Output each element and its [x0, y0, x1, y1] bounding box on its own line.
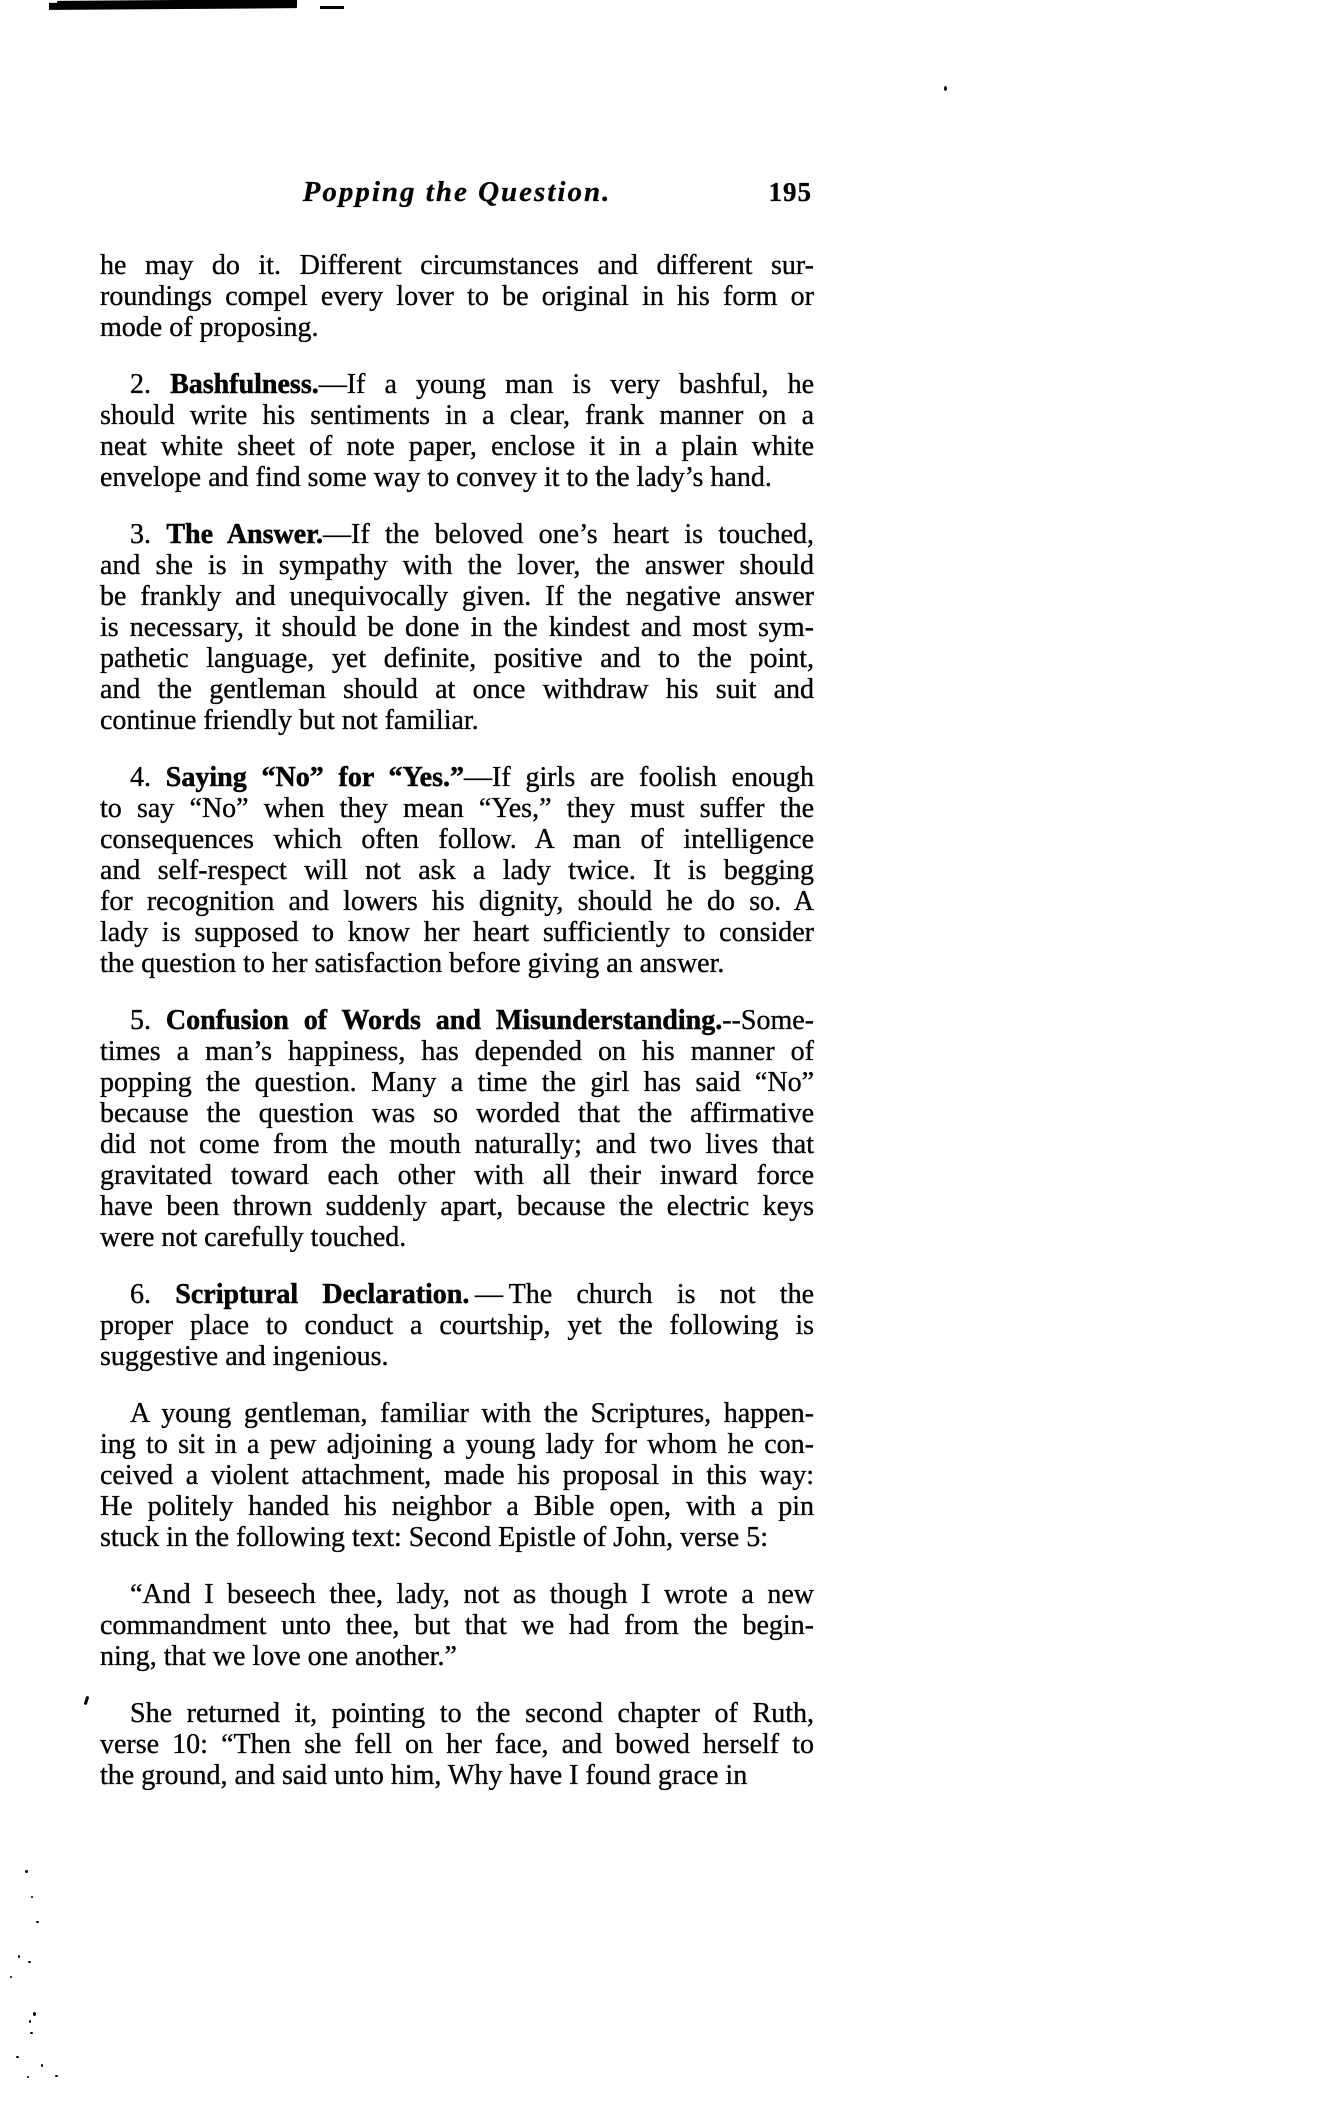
text-line: is necessary, it should be done in the kindest and most sym-: [100, 612, 814, 643]
scan-speck: [33, 2012, 36, 2016]
text-line: and self-respect will not ask a lady twice. It is begging: [100, 855, 814, 886]
text-line: proper place to conduct a courtship, yet the following is: [100, 1310, 814, 1341]
paragraph: [100, 519, 814, 736]
paragraph: [100, 1005, 814, 1253]
text-line: roundings compel every lover to be original in his form or: [100, 281, 814, 312]
text-line: should write his sentiments in a clear, frank manner on a: [100, 400, 814, 431]
scan-speck: [36, 1921, 39, 1923]
text-line: verse 10: “Then she fell on her face, and bowed herself to: [100, 1729, 814, 1760]
text-line: pathetic language, yet definite, positive and to the point,: [100, 643, 814, 674]
text-line: the ground, and said unto him, Why have I found grace in: [100, 1760, 748, 1791]
text-line: A young gentleman, familiar with the Scriptures, happen-: [130, 1398, 814, 1429]
paragraph: [100, 1698, 814, 1791]
text-line: have been thrown suddenly apart, because the electric keys: [100, 1191, 814, 1222]
scan-artifact-bar: [57, 0, 297, 10]
text-line: and she is in sympathy with the lover, the answer should: [100, 550, 814, 581]
text-line: lady is supposed to know her heart sufficiently to consider: [100, 917, 814, 948]
text-line: stuck in the following text: Second Epistle of John, verse 5:: [100, 1522, 769, 1553]
page-number: 195: [768, 177, 812, 207]
paragraph: [100, 369, 814, 493]
scan-speck: [31, 1896, 33, 1898]
running-title: Popping the Question.: [302, 176, 612, 208]
text-line: continue friendly but not familiar.: [100, 705, 479, 736]
text-line: ceived a violent attachment, made his proposal in this way:: [100, 1460, 814, 1491]
text-line: gravitated toward each other with all their inward force: [100, 1160, 814, 1191]
text-line: 3. The Answer.—If the beloved one’s heart is touched,: [130, 519, 815, 550]
scan-speck: [28, 1961, 31, 1963]
text-line: suggestive and ingenious.: [100, 1341, 389, 1372]
scan-speck: [27, 2076, 29, 2078]
scan-speck: [16, 2056, 19, 2058]
page-body: [100, 250, 814, 1791]
text-line: 2. Bashfulness.—If a young man is very bashful, he: [130, 369, 814, 400]
scan-speck: [41, 2064, 43, 2067]
page-header: [100, 176, 814, 212]
text-line: were not carefully touched.: [100, 1222, 407, 1253]
text-line: neat white sheet of note paper, enclose it in a plain white: [100, 431, 814, 462]
text-line: commandment unto thee, but that we had from the begin-: [100, 1610, 814, 1641]
text-line: envelope and find some way to convey it to the lady’s hand.: [100, 462, 772, 493]
text-line: mode of proposing.: [100, 312, 319, 343]
text-line: for recognition and lowers his dignity, should he do so. A: [100, 886, 814, 917]
scan-speck: [25, 1870, 28, 1873]
text-line: 4. Saying “No” for “Yes.”—If girls are foolish enough: [130, 762, 814, 793]
text-line: “And I beseech thee, lady, not as though I wrote a new: [130, 1579, 814, 1610]
scan-speck: [30, 2032, 33, 2034]
text-line: to say “No” when they mean “Yes,” they must suffer the: [100, 793, 814, 824]
text-line: and the gentleman should at once withdraw his suit and: [100, 674, 814, 705]
scan-speck: [18, 1955, 20, 1958]
paragraph: [100, 1279, 814, 1372]
text-line: consequences which often follow. A man of intelligence: [100, 824, 814, 855]
text-line: because the question was so worded that the affirmative: [100, 1098, 814, 1129]
text-line: 5. Confusion of Words and Misunderstanding.--Some-: [130, 1005, 814, 1036]
paragraph: [100, 250, 814, 343]
scan-speck: [84, 1696, 90, 1705]
text-line: he may do it. Different circumstances and different sur-: [100, 250, 814, 281]
text-line: ing to sit in a pew adjoining a young lady for whom he con-: [100, 1429, 814, 1460]
scan-speck: [55, 2075, 58, 2077]
paragraph: [100, 762, 814, 979]
scan-speck: [944, 86, 947, 91]
text-line: popping the question. Many a time the girl has said “No”: [100, 1067, 814, 1098]
text-line: She returned it, pointing to the second chapter of Ruth,: [130, 1698, 814, 1729]
text-line: times a man’s happiness, has depended on his manner of: [100, 1036, 814, 1067]
paragraph: [100, 1579, 814, 1672]
scan-artifact-dash: [320, 6, 344, 9]
text-line: ning, that we love one another.”: [100, 1641, 457, 1672]
text-line: did not come from the mouth naturally; and two lives that: [100, 1129, 814, 1160]
scan-speck: [10, 1976, 12, 1978]
text-line: 6. Scriptural Declaration. — The church is not the: [130, 1279, 815, 1310]
scan-speck: [29, 2020, 31, 2023]
text-line: be frankly and unequivocally given. If the negative answer: [100, 581, 814, 612]
paragraph: [100, 1398, 814, 1553]
text-line: He politely handed his neighbor a Bible open, with a pin: [100, 1491, 814, 1522]
text-line: the question to her satisfaction before giving an answer.: [100, 948, 725, 979]
